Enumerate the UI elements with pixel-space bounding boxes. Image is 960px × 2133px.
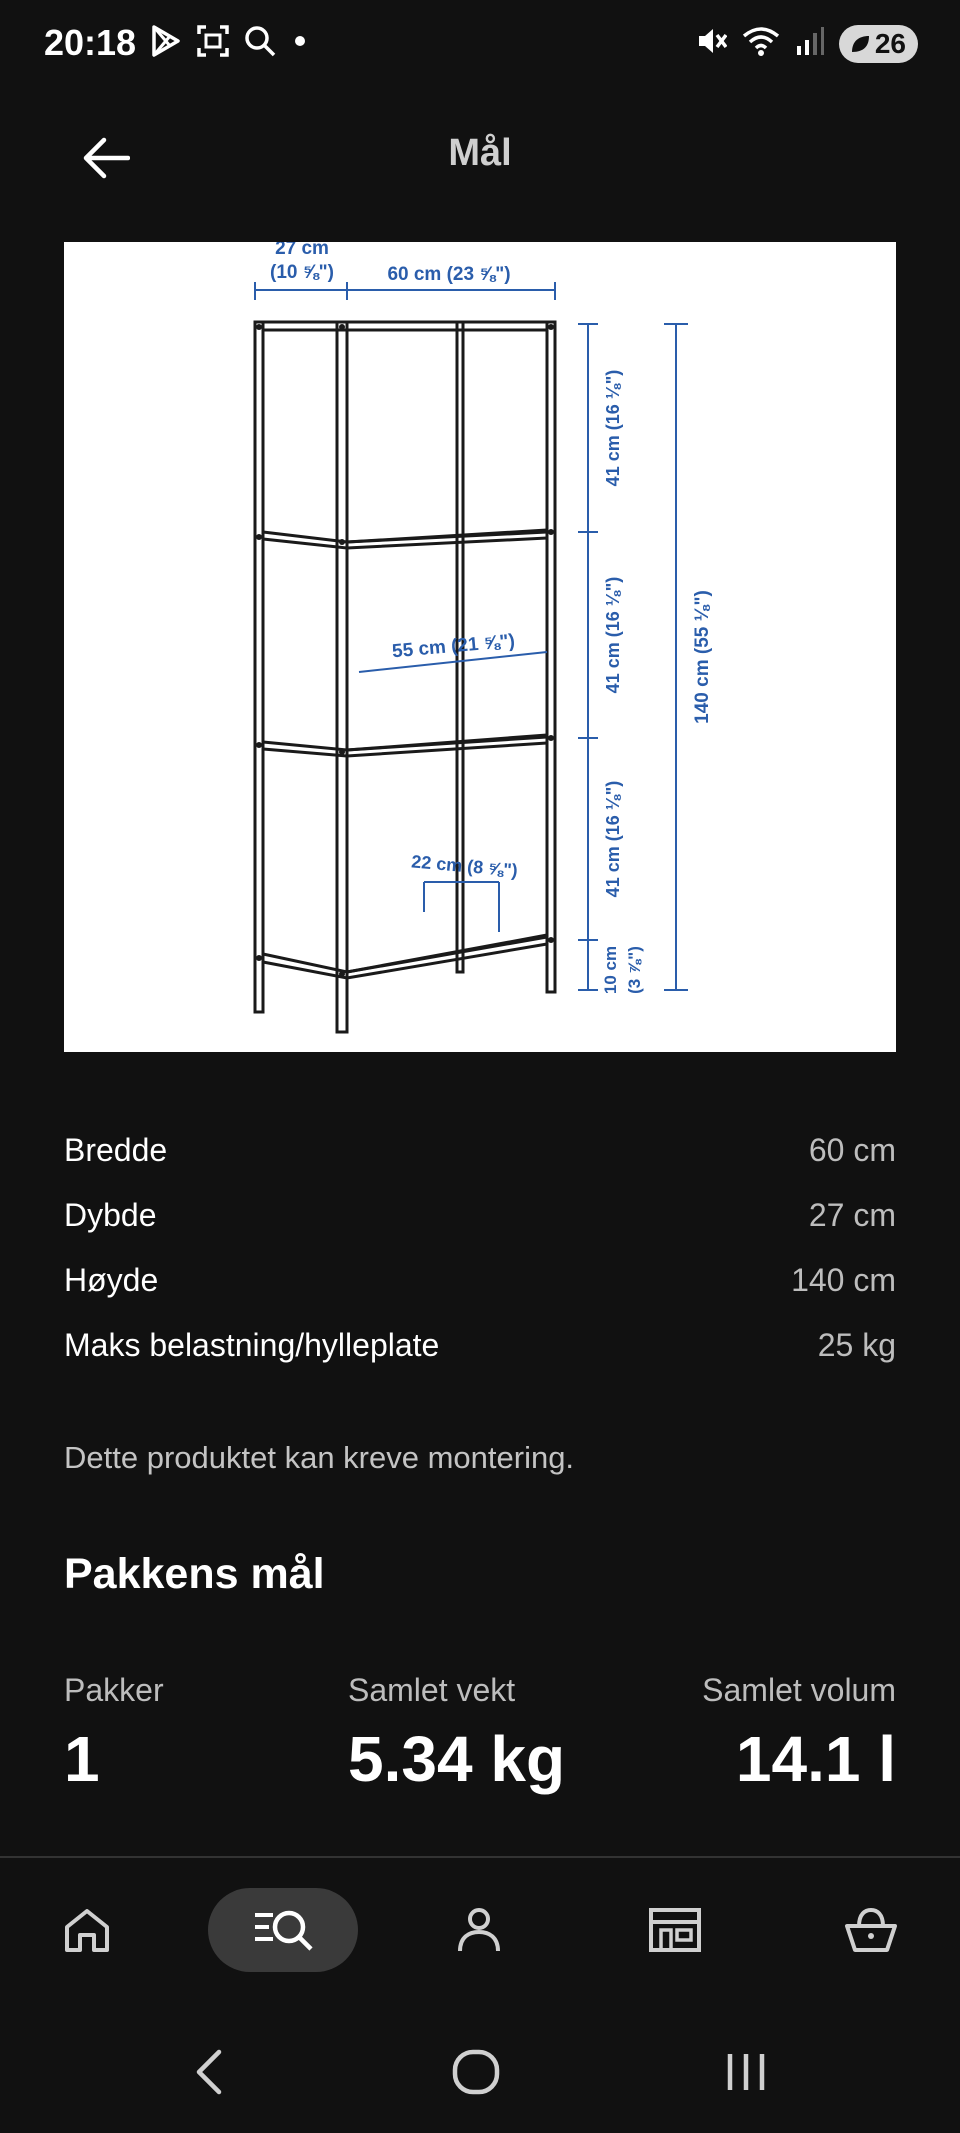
header	[0, 110, 960, 200]
label-depth-in: (10 ⅝")	[270, 262, 334, 283]
store-icon	[647, 1905, 703, 1955]
battery-indicator	[839, 25, 918, 63]
label-gap-1: 41 cm (16 ⅛")	[603, 369, 623, 487]
system-nav-bar	[0, 2010, 960, 2133]
spec-label: Høyde	[64, 1262, 159, 1298]
packages-label: Pakker	[64, 1672, 164, 1708]
label-shelf-width: 55 cm (21 ⅝")	[391, 630, 516, 663]
status-left-icons	[150, 24, 310, 63]
bottom-nav	[0, 1858, 960, 2008]
status-time: 20:18	[44, 22, 137, 63]
spec-list	[64, 1118, 896, 1378]
profile-icon	[455, 1905, 503, 1955]
label-gap-2: 41 cm (16 ⅛")	[603, 576, 623, 694]
screenshot-icon	[196, 24, 230, 63]
signal-icon	[795, 24, 825, 63]
recents-icon	[724, 2050, 768, 2094]
nav-search[interactable]	[208, 1888, 358, 1972]
spec-label: Bredde	[64, 1132, 168, 1168]
battery-saver-icon	[849, 33, 871, 55]
wifi-icon	[741, 24, 781, 63]
packages-value: 1	[64, 1723, 100, 1795]
battery-level: 26	[874, 27, 906, 59]
back-icon	[193, 2048, 227, 2096]
label-gap-3: 41 cm (16 ⅛")	[603, 780, 623, 898]
nav-store[interactable]	[640, 1888, 710, 1972]
label-total-height: 140 cm (55 ⅛")	[692, 590, 713, 724]
search-icon	[244, 25, 276, 62]
play-store-icon	[150, 24, 182, 63]
label-width: 60 cm (23 ⅝")	[387, 264, 511, 285]
status-bar	[0, 0, 960, 90]
volume-label: Samlet volum	[702, 1672, 896, 1708]
nav-basket[interactable]	[836, 1888, 906, 1972]
spec-value: 140 cm	[791, 1262, 896, 1298]
system-home-button[interactable]	[446, 2042, 506, 2102]
spec-value: 27 cm	[808, 1197, 896, 1233]
home-icon	[62, 1906, 112, 1954]
nav-home[interactable]	[52, 1888, 122, 1972]
shelf-drawing	[64, 242, 896, 1052]
page-title: Mål	[448, 132, 512, 174]
weight-value: 5.34 kg	[348, 1723, 566, 1795]
nav-profile[interactable]	[444, 1888, 514, 1972]
label-bottom-in: (3 ⅞")	[625, 946, 644, 994]
spec-row-max-load	[64, 1313, 896, 1378]
search-icon	[251, 1907, 315, 1953]
volume-value: 14.1 l	[735, 1723, 896, 1795]
dot-icon	[290, 25, 310, 62]
spec-row-depth	[64, 1183, 896, 1248]
label-depth-cm: 27 cm	[275, 242, 329, 259]
weight-label: Samlet vekt	[348, 1672, 516, 1708]
basket-icon	[843, 1906, 899, 1954]
spec-label: Dybde	[64, 1197, 157, 1233]
system-back-button[interactable]	[180, 2042, 240, 2102]
spec-label: Maks belastning/hylleplate	[64, 1327, 440, 1363]
spec-row-height	[64, 1248, 896, 1313]
status-right-icons	[695, 24, 918, 63]
dimension-diagram	[64, 242, 896, 1052]
system-recents-button[interactable]	[716, 2042, 776, 2102]
label-shelf-depth: 22 cm (8 ⅝")	[410, 851, 519, 881]
home-icon	[451, 2048, 501, 2096]
spec-value: 25 kg	[817, 1327, 896, 1363]
mute-icon	[695, 24, 727, 63]
package-section-title: Pakkens mål	[64, 1550, 325, 1598]
assembly-note: Dette produktet kan kreve montering.	[64, 1440, 575, 1475]
spec-row-width	[64, 1118, 896, 1183]
spec-value: 60 cm	[808, 1132, 896, 1168]
label-bottom-cm: 10 cm	[601, 945, 620, 995]
